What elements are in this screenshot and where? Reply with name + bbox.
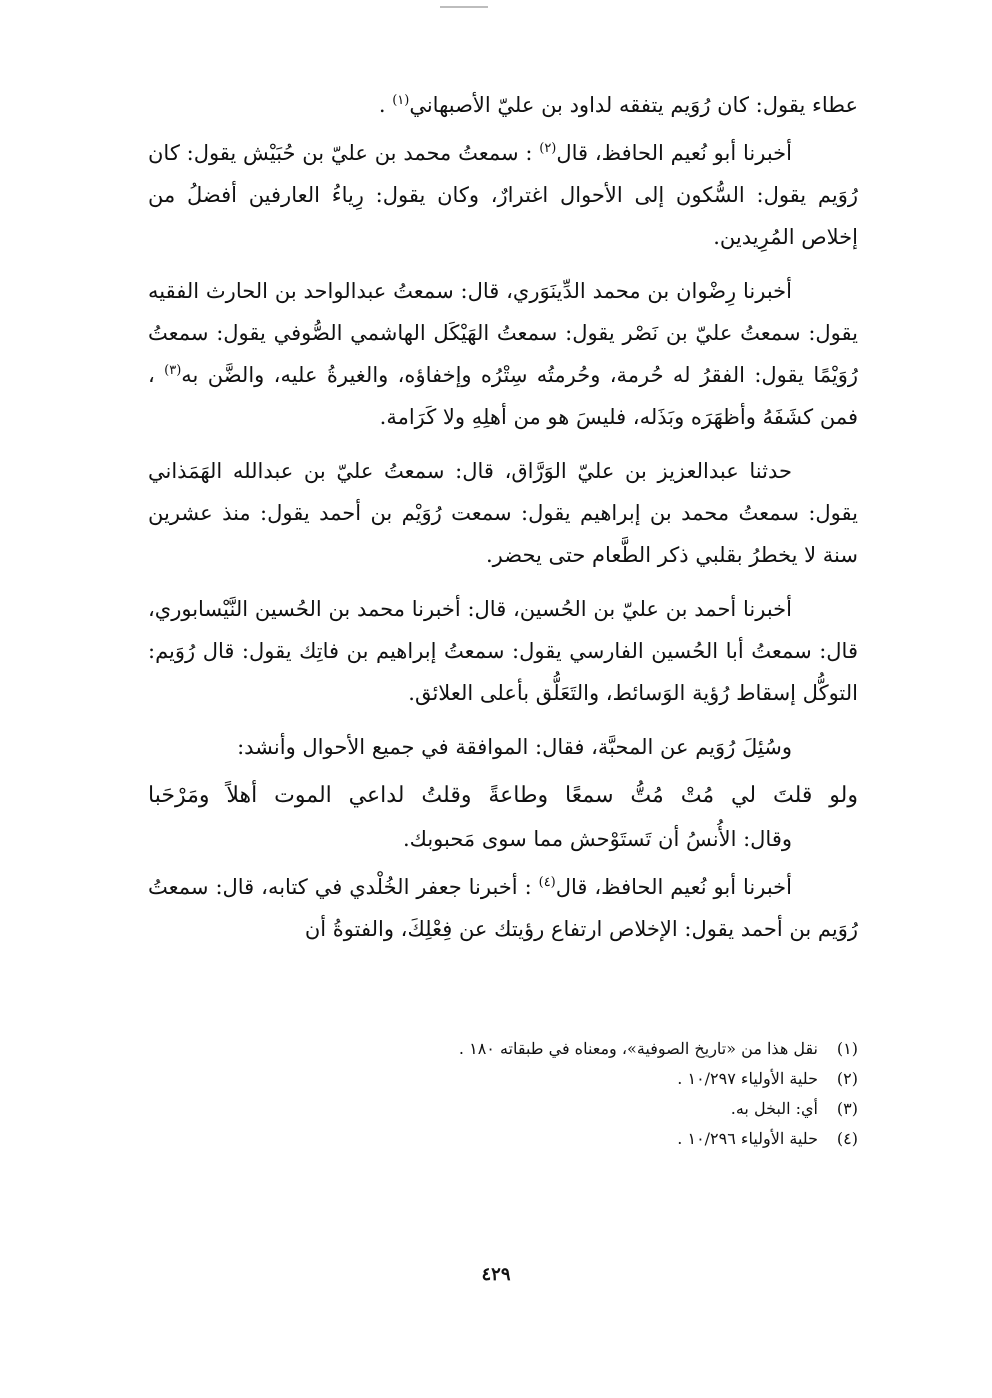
footnote-ref-1[interactable]: (١) xyxy=(392,93,410,108)
footnote-1 xyxy=(280,1034,858,1064)
footnote-3 xyxy=(280,1094,858,1124)
footnotes xyxy=(280,1034,858,1154)
footnote-ref-4[interactable]: (٤) xyxy=(538,875,556,890)
top-edge-mark xyxy=(440,6,488,8)
footnote-text: نقل هذا من «تاريخ الصوفية»، ومعناه في طبقاته ١٨٠ . xyxy=(458,1039,818,1058)
footnote-text: حلية الأولياء ١٠/٢٩٦ . xyxy=(677,1129,818,1148)
paragraph-6 xyxy=(148,726,858,768)
page-number: ٤٢٩ xyxy=(481,1264,511,1285)
footnote-4 xyxy=(280,1124,858,1154)
paragraph-text: ، فمن كشَفَهُ وأظهَرَه وبَذَله، فليسَ هو من أهلِهِ ولا كَرَامة. xyxy=(148,363,858,429)
paragraph-text: أخبرنا رِضْوان بن محمد الدِّينَوَري، قال: سمعتُ عبدالواحد بن الحارث الفقيه يقول: سمعتُ عليّ بن نَصْر يقول: سمعتُ الهَيْكَل الهاشمي الصُّوفي يقول: سمعتُ رُوَيْمًا يقول: الفقرُ له حُرمة، وحُرمتُه سِتْرُه وإخفاؤه، والغيرةُ عليه، والضَّن به xyxy=(148,279,859,387)
paragraph-3 xyxy=(148,270,858,438)
paragraph-5 xyxy=(148,588,858,714)
paragraph-8 xyxy=(148,866,858,950)
footnote-number: (١) xyxy=(836,1039,858,1058)
paragraph-text: حدثنا عبدالعزيز بن عليّ الوَرَّاق، قال: سمعتُ عليّ بن عبدالله الهَمَذاني يقول: سمعتُ محمد بن إبراهيم يقول: سمعت رُوَيْم بن أحمد يقول: منذ عشرين سنة لا يخطرُ بقلبي ذكر الطَّعام حتى يحضر. xyxy=(148,459,858,567)
paragraph-text: وقال: الأُنسُ أن تَستَوْحش مما سوى مَحبوبك. xyxy=(402,827,792,851)
paragraph-text: وسُئِلَ رُوَيم عن المحبَّة، فقال: الموافقة في جميع الأحوال وأنشد: xyxy=(237,735,792,759)
paragraph-7 xyxy=(148,818,858,860)
footnote-2 xyxy=(280,1064,858,1094)
poem-verse: ولو قلتَ لي مُتْ مُتُّ سمعًا وطاعةً وقلتُ لداعي الموت أهلاً ومَرْحَبا xyxy=(148,783,858,808)
footnote-number: (٤) xyxy=(836,1129,858,1148)
paragraph-text: عطاء يقول: كان رُوَيم يتفقه لداود بن عليّ الأصبهاني xyxy=(409,93,858,117)
footnote-text: حلية الأولياء ١٠/٢٩٧ . xyxy=(677,1069,818,1088)
paragraph-2 xyxy=(148,132,858,258)
page-body xyxy=(148,84,858,962)
footnote-ref-2[interactable]: (٢) xyxy=(539,141,557,156)
paragraph-text: : أخبرنا جعفر الخُلْدي في كتابه، قال: سمعتُ رُوَيم بن أحمد يقول: الإخلاص ارتفاع رؤيتك عن فِعْلِكَ، والفتوةُ أن xyxy=(148,875,858,941)
paragraph-1 xyxy=(148,84,858,126)
footnote-ref-3[interactable]: (٣) xyxy=(164,363,182,378)
paragraph-text: : سمعتُ محمد بن عليّ بن حُبَيْش يقول: كان رُوَيم يقول: السُّكون إلى الأحوال اغترارٌ، وكان يقول: رِياءُ العارفين أفضلُ من إخلاص المُرِيدين. xyxy=(148,141,858,249)
footnote-text: أي: البخل به. xyxy=(730,1099,818,1118)
paragraph-text: أخبرنا أبو نُعيم الحافظ، قال xyxy=(556,141,792,165)
paragraph-text: أخبرنا أحمد بن عليّ بن الحُسين، قال: أخبرنا محمد بن الحُسين النَّيْسابوري، قال: سمعتُ أبا الحُسين الفارسي يقول: سمعتُ إبراهيم بن فاتِك يقول: قال رُوَيم: التوكُّل إسقاط رُؤية الوَسائط، والتَعَلُّق بأعلى العلائق. xyxy=(148,597,858,705)
paragraph-text: . xyxy=(378,93,393,117)
paragraph-text: أخبرنا أبو نُعيم الحافظ، قال xyxy=(555,875,792,899)
footnote-number: (٣) xyxy=(836,1099,858,1118)
paragraph-4 xyxy=(148,450,858,576)
footnote-number: (٢) xyxy=(836,1069,858,1088)
